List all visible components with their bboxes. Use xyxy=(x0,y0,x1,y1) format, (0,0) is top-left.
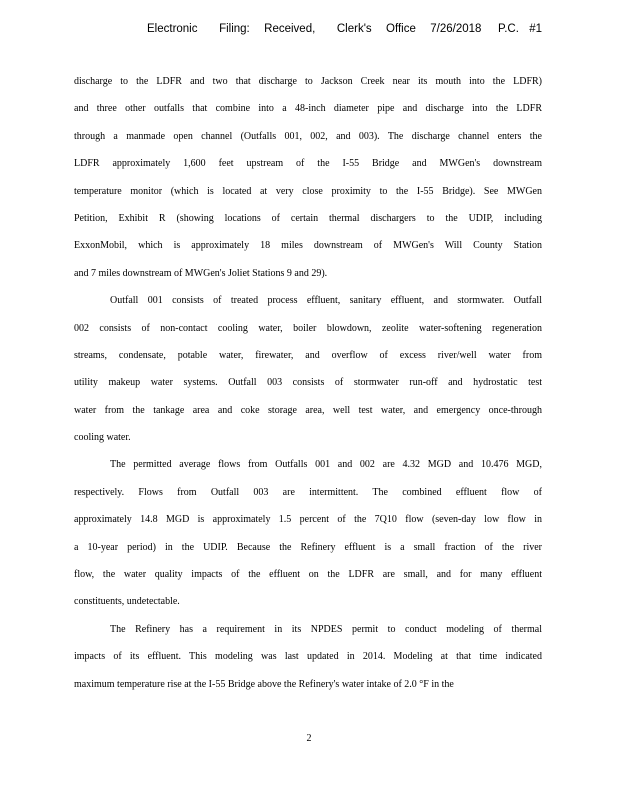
text-line: temperature monitor (which is located at very close proximity to the I-55 Bridge). See MWGen xyxy=(74,185,542,197)
text-line: impacts of its effluent. This modeling was last updated in 2014. Modeling at that time indicated xyxy=(74,651,542,663)
paragraph xyxy=(74,68,542,287)
text-line: utility makeup water systems. Outfall 003 consists of stormwater run-off and hydrostatic test xyxy=(74,377,542,389)
text-line: respectively. Flows from Outfall 003 are intermittent. The combined effluent flow of xyxy=(74,486,542,498)
text-line: through a manmade open channel (Outfalls 001, 002, and 003). The discharge channel enters the xyxy=(74,130,542,142)
page-header xyxy=(0,21,618,37)
text-line: a 10-year period) in the UDIP. Because the Refinery effluent is a small fraction of the river xyxy=(74,541,542,553)
paragraph xyxy=(74,451,542,615)
paragraph xyxy=(74,616,542,698)
document-body xyxy=(74,68,542,698)
text-line: maximum temperature rise at the I-55 Bridge above the Refinery's water intake of 2.0 °F in the xyxy=(74,678,454,690)
text-line: Outfall 001 consists of treated process effluent, sanitary effluent, and stormwater. Outfall xyxy=(110,295,542,307)
text-line: The Refinery has a requirement in its NPDES permit to conduct modeling of thermal xyxy=(110,623,542,635)
text-line: discharge to the LDFR and two that discharge to Jackson Creek near its mouth into the LDFR) xyxy=(74,76,542,87)
text-line: streams, condensate, potable water, firewater, and overflow of excess river/well water from xyxy=(74,349,542,361)
text-line: constituents, undetectable. xyxy=(74,596,180,608)
text-line: Petition, Exhibit R (showing locations of certain thermal dischargers to the UDIP, including xyxy=(74,212,542,224)
filing-stamp: Electronic Filing: Received, Clerk's Office 7/26/2018 xyxy=(147,23,482,35)
text-line: cooling water. xyxy=(74,432,131,444)
text-line: ExxonMobil, which is approximately 18 miles downstream of MWGen's Will County Station xyxy=(74,240,542,252)
text-line: The permitted average flows from Outfalls 001 and 002 are 4.32 MGD and 10.476 MGD, xyxy=(110,459,542,471)
page-number: 2 xyxy=(306,733,312,744)
text-line: approximately 14.8 MGD is approximately 1.5 percent of the 7Q10 flow (seven-day low flow in xyxy=(74,514,542,526)
text-line: water from the tankage area and coke storage area, well test water, and emergency once-through xyxy=(74,404,542,416)
pc-number: P.C. #1 xyxy=(498,23,543,35)
paragraph xyxy=(74,287,542,451)
text-line: LDFR approximately 1,600 feet upstream of the I-55 Bridge and MWGen's downstream xyxy=(74,158,542,170)
text-line: flow, the water quality impacts of the effluent on the LDFR are small, and for many effluent xyxy=(74,569,542,581)
text-line: 002 consists of non-contact cooling water, boiler blowdown, zeolite water-softening regeneration xyxy=(74,322,542,334)
text-line: and three other outfalls that combine into a 48-inch diameter pipe and discharge into the LDFR xyxy=(74,103,542,115)
text-line: and 7 miles downstream of MWGen's Joliet Stations 9 and 29). xyxy=(74,267,328,279)
